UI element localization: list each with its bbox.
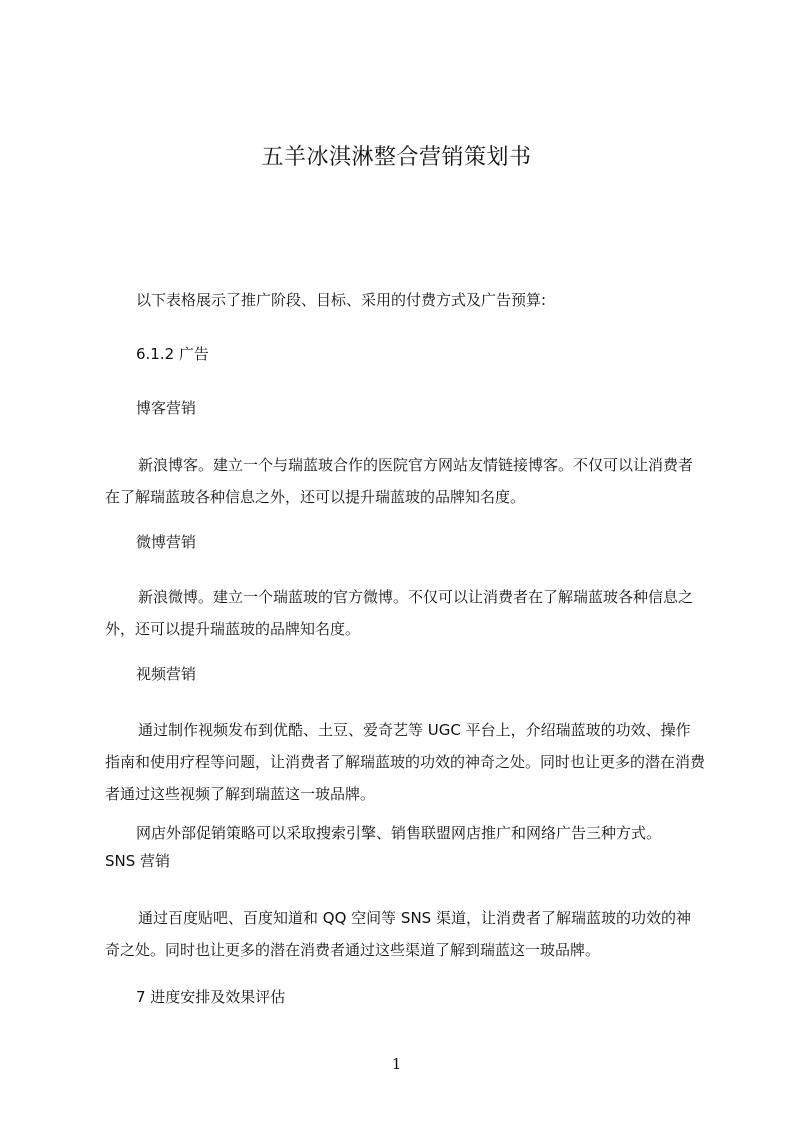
subheading-blog-marketing: 博客营销 (136, 399, 197, 417)
subheading-weibo-marketing: 微博营销 (136, 533, 197, 551)
section-heading-schedule: 7 进度安排及效果评估 (136, 988, 286, 1006)
video-marketing-paragraph: 通过制作视频发布到优酷、土豆、爱奇艺等 UGC 平台上，介绍瑞蓝玻的功效、操作指南和使用疗程等问题，让消费者了解瑞蓝玻的功效的神奇之处。同时也让更多的潜在消费者通过这些视频了解到瑞蓝这一玻品牌。 (105, 721, 706, 803)
subheading-sns-marketing: SNS 营销 (105, 852, 171, 870)
intro-paragraph: 以下表格展示了推广阶段、目标、采用的付费方式及广告预算: (136, 291, 547, 309)
document-title: 五羊冰淇淋整合营销策划书 (261, 145, 532, 170)
blog-marketing-paragraph: 新浪博客。建立一个与瑞蓝玻合作的医院官方网站友情链接博客。不仅可以让消费者在了解瑞蓝玻各种信息之外，还可以提升瑞蓝玻的品牌知名度。 (105, 456, 694, 506)
sns-marketing-paragraph: 通过百度贴吧、百度知道和 QQ 空间等 SNS 渠道，让消费者了解瑞蓝玻的功效的神奇之处。同时也让更多的潜在消费者通过这些渠道了解到瑞蓝这一玻品牌。 (105, 909, 691, 959)
section-heading-advertising: 6.1.2 广告 (136, 345, 209, 363)
page-number: 1 (391, 1055, 402, 1073)
subheading-video-marketing: 视频营销 (136, 665, 197, 683)
weibo-marketing-paragraph: 新浪微博。建立一个瑞蓝玻的官方微博。不仅可以让消费者在了解瑞蓝玻各种信息之外，还可以提升瑞蓝玻的品牌知名度。 (105, 588, 694, 638)
external-promotion-paragraph: 网店外部促销策略可以采取搜索引擎、销售联盟网店推广和网络广告三种方式。 (136, 824, 662, 842)
